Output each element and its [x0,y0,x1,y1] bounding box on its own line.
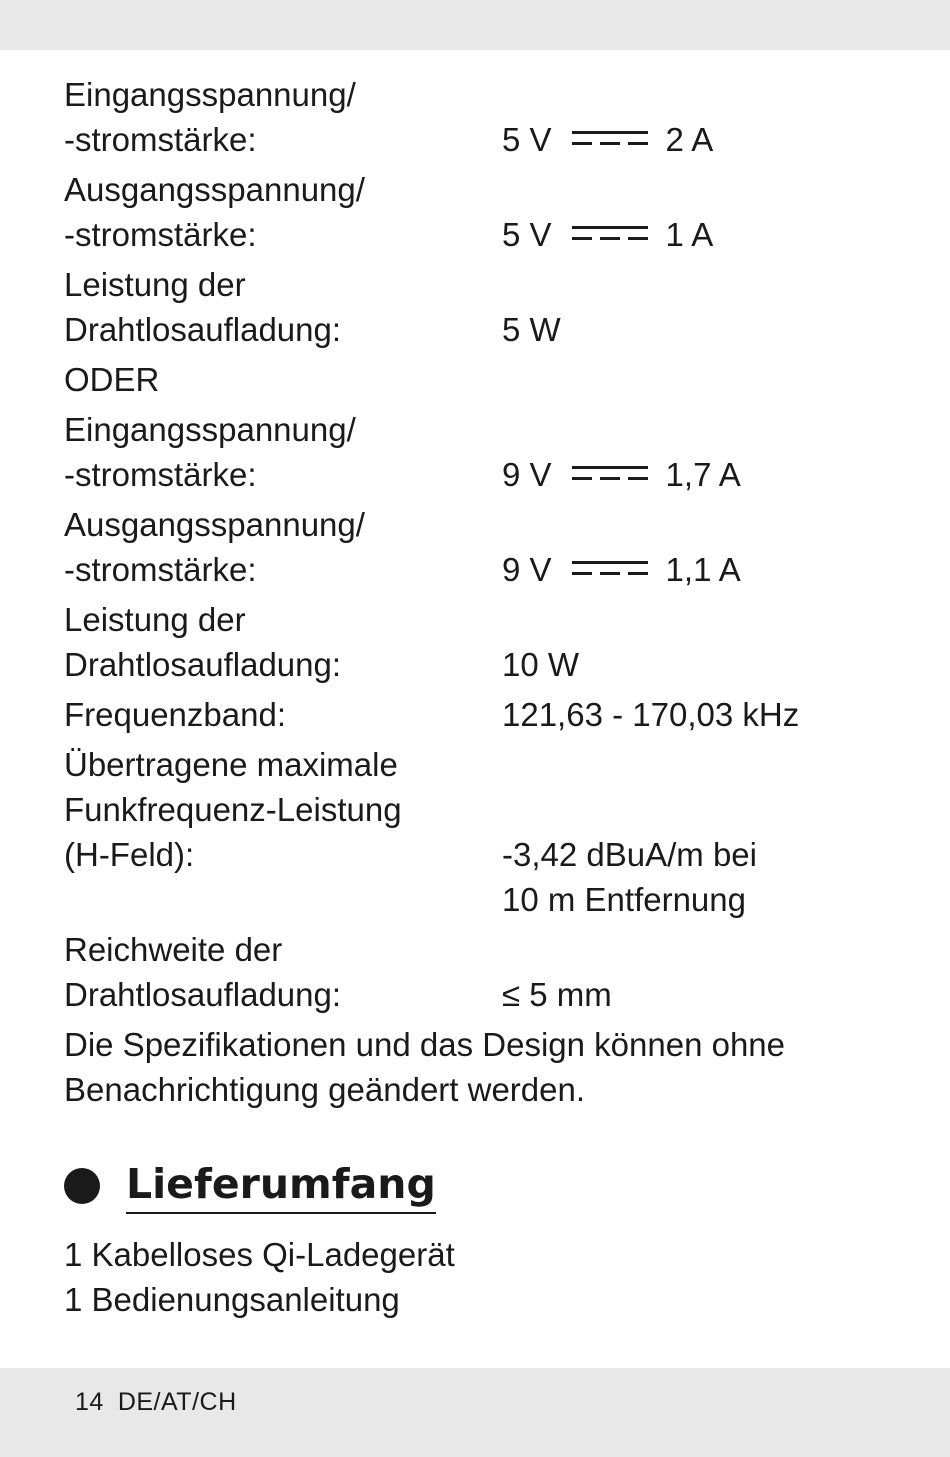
region-label: DE/AT/CH [117,1388,237,1416]
spec-label [64,597,504,687]
dc-current-icon [572,127,648,149]
voltage-value: 9 V [502,456,552,493]
spec-label-line: Funkfrequenz-Leistung [64,791,402,828]
current-value: 1,1 A [665,551,741,588]
spec-row [64,262,904,352]
spec-row [64,742,904,918]
spec-label-line: Drahtlosaufladung: [64,311,342,348]
spec-row [64,407,904,497]
spec-label-line: Frequenzband: [64,696,286,733]
spec-value [502,212,713,257]
spec-label-line: -stromstärke: [64,121,257,158]
spec-value: 10 W [502,646,580,683]
top-band [0,0,950,50]
spec-label-line: Eingangsspannung/ [64,411,356,448]
spec-label-line: Drahtlosaufladung: [64,646,342,683]
spec-label-line: -stromstärke: [64,551,257,588]
spec-value: ≤ 5 mm [502,976,612,1013]
spec-label-line: -stromstärke: [64,216,257,253]
spec-label-line: ODER [64,361,160,398]
spec-value: 5 W [502,311,561,348]
spec-value-line: 10 m Entfernung [502,881,746,918]
note-line: Benachrichtigung geändert werden. [64,1071,586,1108]
spec-row [64,502,904,592]
spec-label [64,167,504,257]
spec-label-line: (H-Feld): [64,836,195,873]
spec-row [64,927,904,1017]
spec-label-line: -stromstärke: [64,456,257,493]
spec-value [502,832,757,922]
spec-row [64,167,904,257]
spec-label [64,262,504,352]
voltage-value: 5 V [502,121,552,158]
spec-value-line: -3,42 dBuA/m bei [502,836,757,873]
dc-current-icon [572,222,648,244]
current-value: 2 A [665,121,714,158]
spec-label-line: Ausgangsspannung/ [64,506,365,543]
package-contents [64,1232,455,1322]
spec-label [64,357,504,402]
spec-row [64,72,904,162]
current-value: 1 A [665,216,714,253]
spec-label-line: Übertragene maximale [64,746,398,783]
contents-item: 1 Bedienungsanleitung [64,1281,400,1318]
page-number: 14 [75,1388,104,1416]
section-title: Lieferumfang [126,1158,436,1214]
voltage-value: 9 V [502,551,552,588]
spec-label [64,502,504,592]
spec-label-line: Leistung der [64,601,246,638]
dc-current-icon [572,462,648,484]
spec-value: 121,63 - 170,03 kHz [502,696,800,733]
spec-label [64,927,504,1017]
spec-label [64,742,504,877]
spec-row [64,692,904,737]
bullet-icon [64,1168,100,1204]
spec-value [502,117,713,162]
spec-label-line: Reichweite der [64,931,283,968]
specification-note [64,1022,904,1112]
spec-label-line: Eingangsspannung/ [64,76,356,113]
footer [75,1388,251,1417]
spec-row [64,597,904,687]
spec-label [64,692,504,737]
spec-label-line: Ausgangsspannung/ [64,171,365,208]
spec-value [502,547,741,592]
spec-row [64,357,904,402]
dc-current-icon [572,557,648,579]
spec-label [64,407,504,497]
spec-label-line: Drahtlosaufladung: [64,976,342,1013]
spec-table [64,72,904,1112]
section-heading [64,1158,436,1214]
spec-value [502,452,741,497]
current-value: 1,7 A [665,456,741,493]
note-line: Die Spezifikationen und das Design können ohne [64,1026,786,1063]
voltage-value: 5 V [502,216,552,253]
spec-label [64,72,504,162]
contents-item: 1 Kabelloses Qi-Ladegerät [64,1236,455,1273]
spec-label-line: Leistung der [64,266,246,303]
